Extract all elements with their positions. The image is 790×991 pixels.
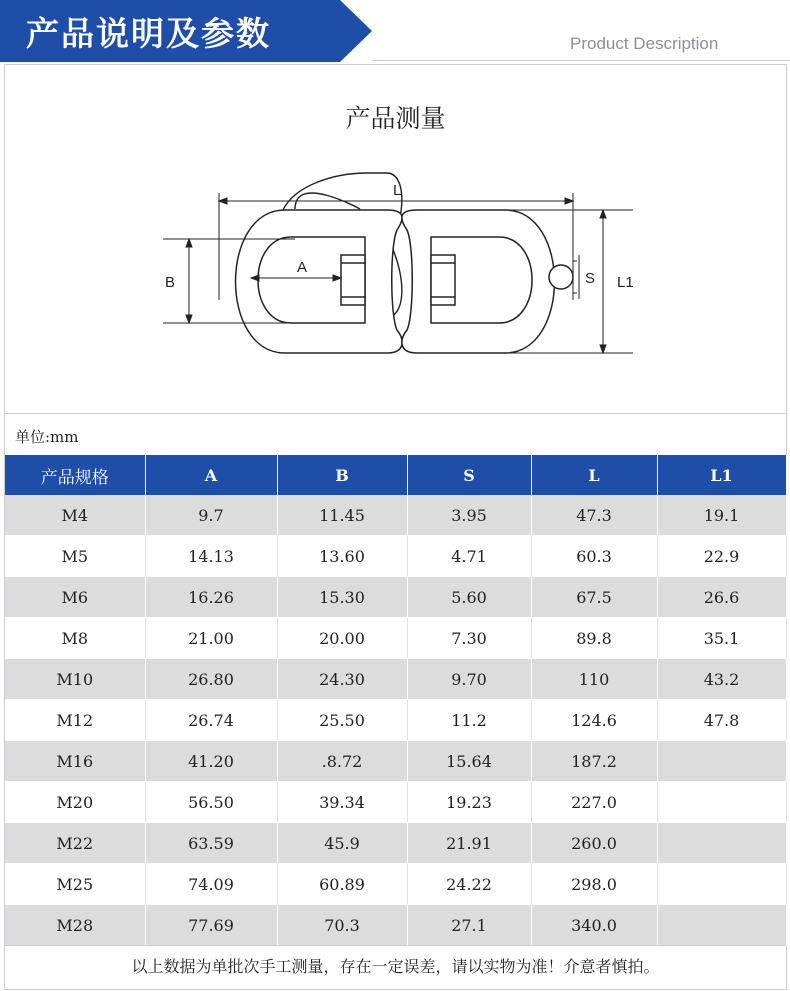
cell-l1: 35.1 [657,618,786,659]
product-panel [4,64,787,990]
label-L: L [393,182,402,199]
cell-l1 [657,782,786,823]
cell-l: 60.3 [531,536,657,577]
cell-l: 187.2 [531,741,657,782]
cell-l: 89.8 [531,618,657,659]
cell-l: 298.0 [531,864,657,905]
table-row [5,700,786,741]
cell-l: 110 [531,659,657,700]
cell-spec: M22 [5,823,145,864]
cell-b: 39.34 [277,782,407,823]
cell-b: 25.50 [277,700,407,741]
col-header-a: A [145,455,277,495]
cell-a: 9.7 [145,495,277,536]
cell-b: 60.89 [277,864,407,905]
cell-a: 77.69 [145,905,277,946]
col-header-l: L [531,455,657,495]
cell-s: 15.64 [407,741,531,782]
cell-s: 4.71 [407,536,531,577]
table-row [5,823,786,864]
cell-b: 15.30 [277,577,407,618]
spec-table [5,455,787,946]
cell-l: 67.5 [531,577,657,618]
cell-s: 7.30 [407,618,531,659]
label-B: B [165,274,176,291]
cell-l: 227.0 [531,782,657,823]
cell-l: 47.3 [531,495,657,536]
table-row [5,618,786,659]
cell-spec: M5 [5,536,145,577]
page-header [0,0,790,62]
cell-l: 124.6 [531,700,657,741]
cell-s: 9.70 [407,659,531,700]
table-row [5,905,786,946]
cell-spec: M20 [5,782,145,823]
cell-s: 21.91 [407,823,531,864]
cell-a: 41.20 [145,741,277,782]
table-row [5,495,786,536]
table-row [5,741,786,782]
cell-l1: 47.8 [657,700,786,741]
cell-s: 5.60 [407,577,531,618]
cell-spec: M6 [5,577,145,618]
table-row [5,782,786,823]
table-row [5,864,786,905]
cell-b: .8.72 [277,741,407,782]
cell-a: 63.59 [145,823,277,864]
label-S: S [585,270,596,287]
cell-a: 16.26 [145,577,277,618]
col-header-l1: L1 [657,455,786,495]
cell-b: 24.30 [277,659,407,700]
unit-row [5,413,786,454]
unit-label: 单位:mm [15,428,79,446]
cell-a: 26.80 [145,659,277,700]
cell-b: 45.9 [277,823,407,864]
cell-a: 26.74 [145,700,277,741]
cell-a: 21.00 [145,618,277,659]
table-row [5,536,786,577]
col-header-b: B [277,455,407,495]
cell-spec: M28 [5,905,145,946]
figure-title: 产品测量 [345,104,446,133]
table-row [5,659,786,700]
cell-l: 340.0 [531,905,657,946]
footer-note: 以上数据为单批次手工测量，存在一定误差，请以实物为准！介意者慎拍。 [5,945,786,988]
cell-s: 11.2 [407,700,531,741]
cell-spec: M8 [5,618,145,659]
header-divider [372,60,790,61]
cell-l1 [657,823,786,864]
cell-s: 27.1 [407,905,531,946]
col-header-spec: 产品规格 [5,455,145,495]
cell-l1: 43.2 [657,659,786,700]
label-A: A [297,259,308,276]
cell-l1: 22.9 [657,536,786,577]
col-header-s: S [407,455,531,495]
cell-b: 20.00 [277,618,407,659]
cell-a: 14.13 [145,536,277,577]
cell-l1 [657,905,786,946]
table-row [5,577,786,618]
cell-spec: M16 [5,741,145,782]
cell-spec: M25 [5,864,145,905]
swivel-diagram [5,65,786,411]
cell-b: 13.60 [277,536,407,577]
cell-s: 24.22 [407,864,531,905]
cell-s: 3.95 [407,495,531,536]
cell-spec: M12 [5,700,145,741]
cell-l1 [657,864,786,905]
header-title: 产品说明及参数 [26,14,271,53]
cell-b: 70.3 [277,905,407,946]
label-L1: L1 [617,274,634,291]
cell-l1: 19.1 [657,495,786,536]
cell-l1 [657,741,786,782]
cell-l: 260.0 [531,823,657,864]
cell-l1: 26.6 [657,577,786,618]
cell-a: 74.09 [145,864,277,905]
measurement-figure [5,65,786,411]
header-subtitle: Product Description [570,34,719,53]
cell-spec: M4 [5,495,145,536]
cell-spec: M10 [5,659,145,700]
cell-b: 11.45 [277,495,407,536]
table-header-row [5,455,786,495]
cell-s: 19.23 [407,782,531,823]
cell-a: 56.50 [145,782,277,823]
